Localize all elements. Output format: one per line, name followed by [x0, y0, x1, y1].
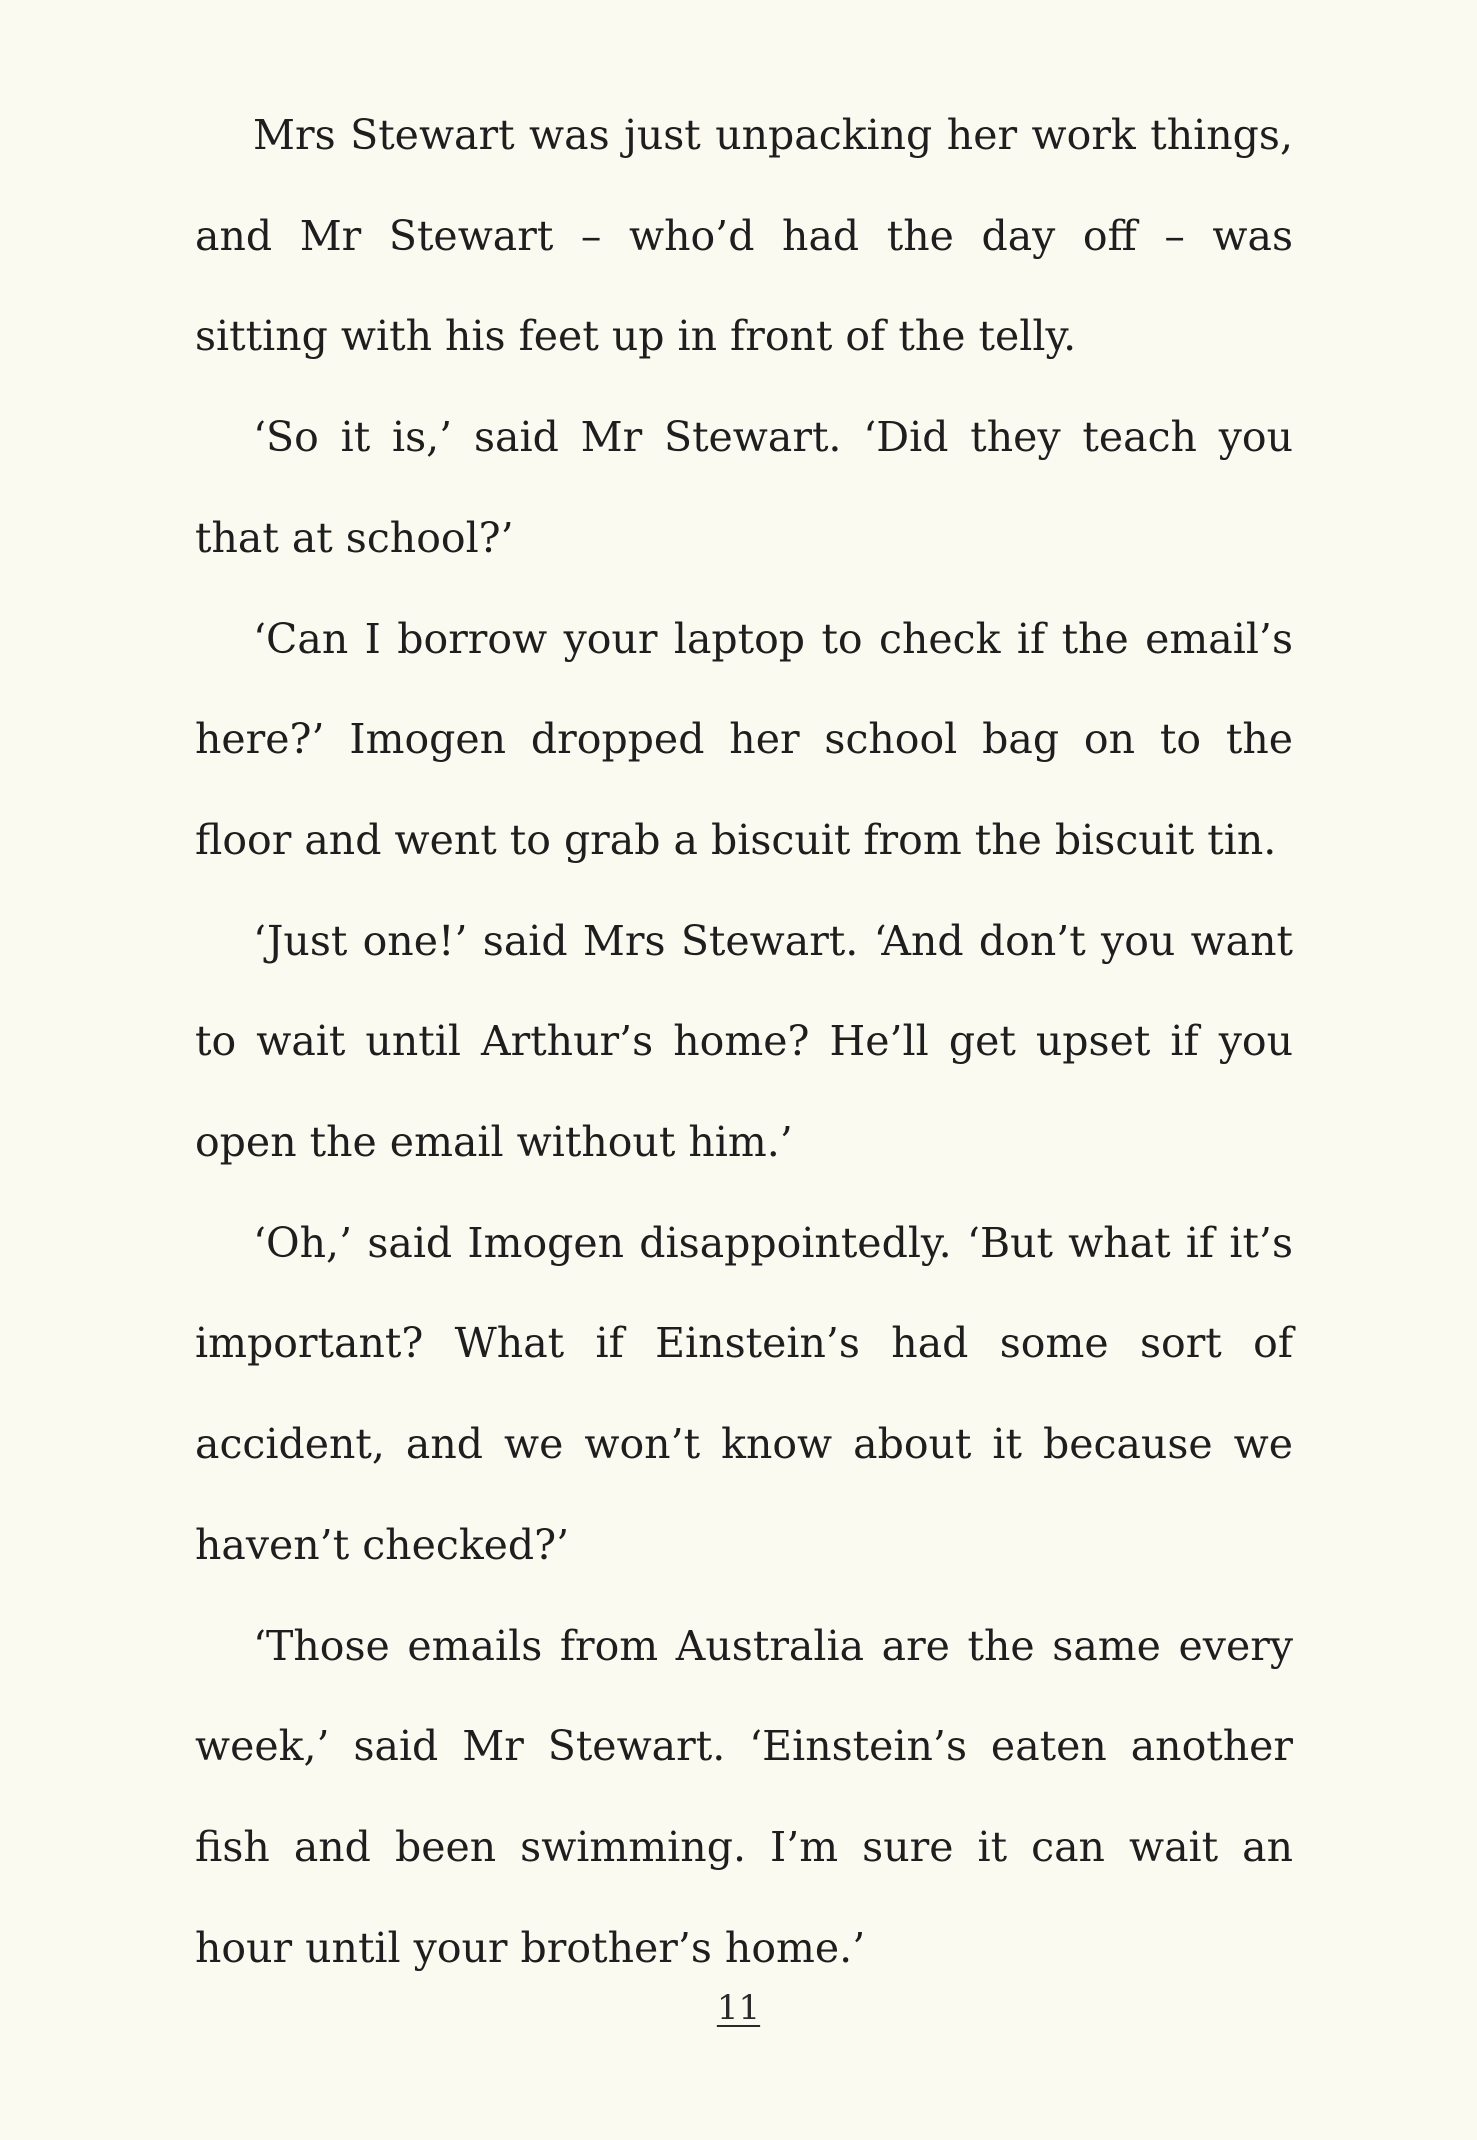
paragraph: ‘So it is,’ said Mr Stewart. ‘Did they teach you that at school?’: [195, 413, 1293, 562]
paragraph: ‘Just one!’ said Mrs Stewart. ‘And don’t you want to wait until Arthur’s home? He’ll get upset if you open the email without him.’: [195, 916, 1293, 1167]
page-number: 11: [716, 1988, 761, 2028]
paragraph: ‘Can I borrow your laptop to check if the email’s here?’ Imogen dropped her school bag on to the floor and went to grab a biscuit from the biscuit tin.: [195, 614, 1293, 864]
body-text: [195, 85, 1293, 1998]
paragraph: ‘Those emails from Australia are the same every week,’ said Mr Stewart. ‘Einstein’s eaten another fish and been swimming. I’m sure it can wait an hour until your brother’s home.’: [195, 1621, 1293, 1972]
paragraph: ‘Oh,’ said Imogen disappointedly. ‘But what if it’s important? What if Einstein’s had some sort of accident, and we won’t know about it because we haven’t checked?’: [195, 1218, 1293, 1569]
paragraph: Mrs Stewart was just unpacking her work things, and Mr Stewart – who’d had the day off – was sitting with his feet up in front of the telly.: [195, 111, 1293, 361]
